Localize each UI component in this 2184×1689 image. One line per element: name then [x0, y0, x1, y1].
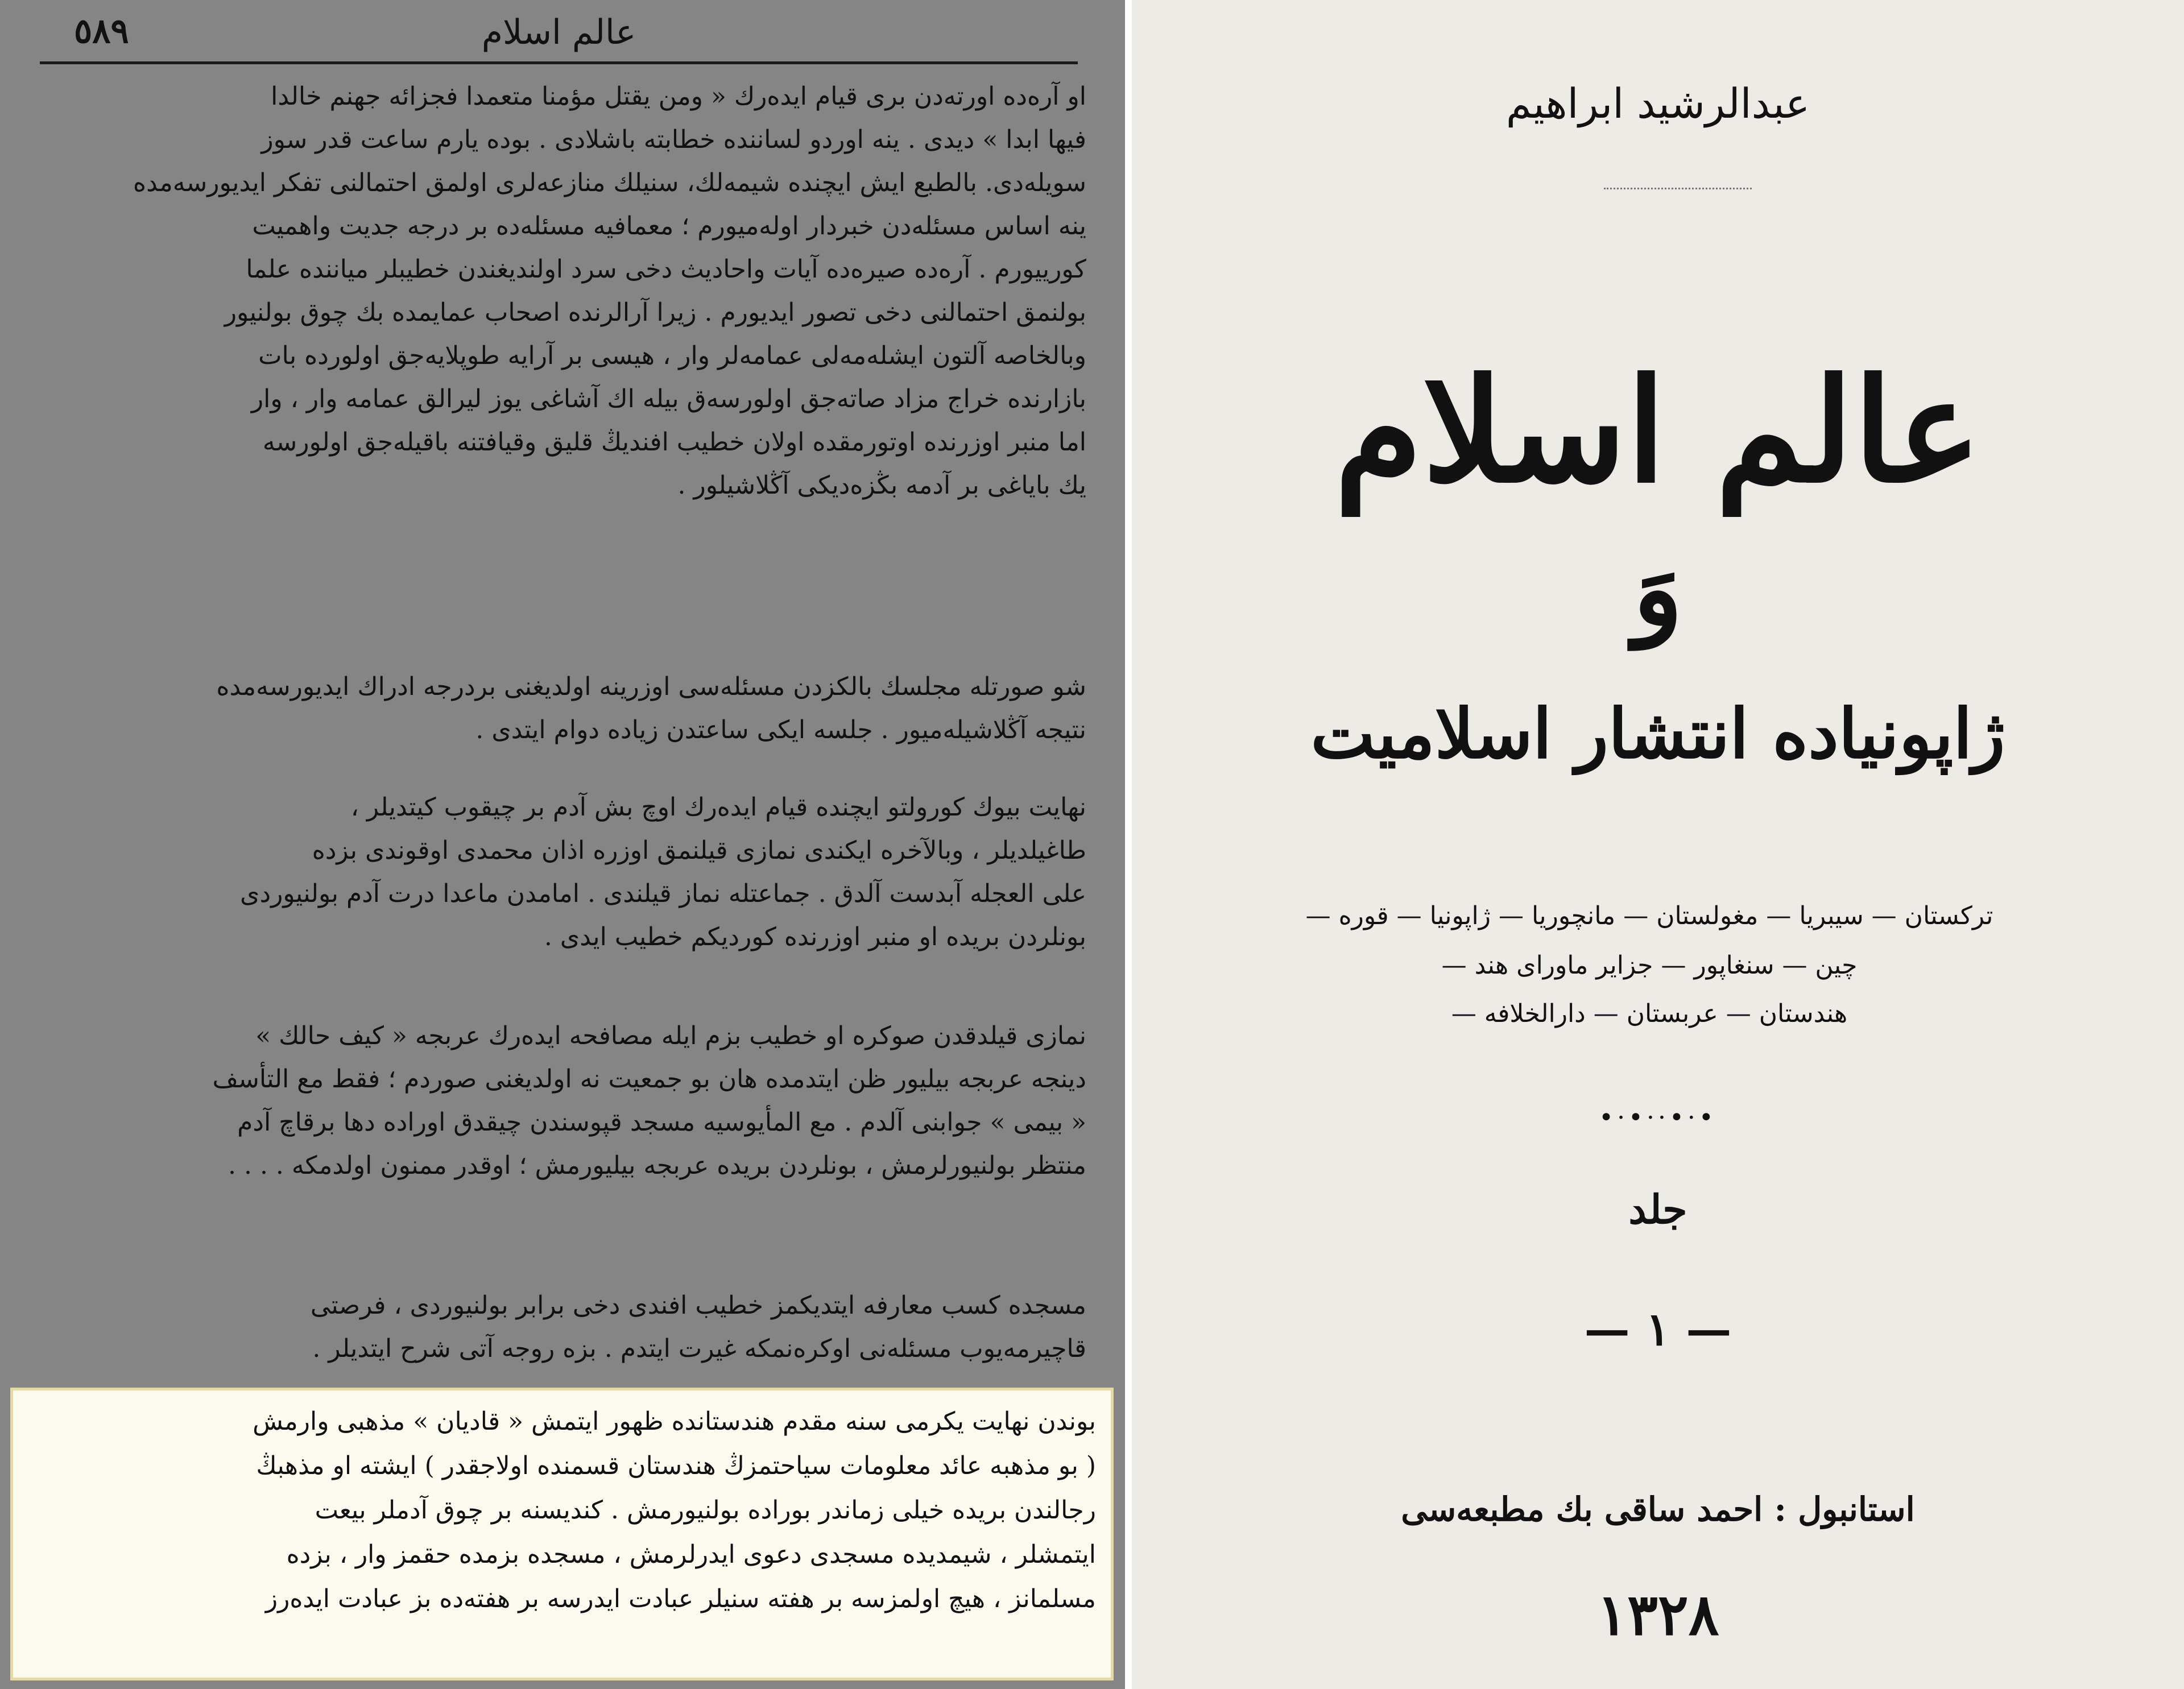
text-line: دينجه عربجه بيليور ظن ايتدمدە هان بو جمعيت نه اولديغنى صوردم ؛ فقط مع التأسف: [212, 1065, 1086, 1094]
text-line: وبالخاصه آلتون ايشلەمەلى عمامەلر وار ، هيسى بر آرايه طوپلايەجق اولوردە بات: [258, 341, 1086, 370]
regions-line: چين — سنغاپور — جزاير ماوراى هند —: [1441, 951, 1858, 980]
text-line: بونلردن بريدە او منبر اوزرندە كورديكم خطيب ايدى .: [544, 922, 1086, 951]
text-line: او آرەدە اورتەدن برى قيام ايدەرك « ومن يقتل مؤمنا متعمدا فجزائه جهنم خالدا: [271, 82, 1086, 111]
text-line: ينه اساس مسئلەدن خبردار اولەميورم ؛ معمافيه مسئلەدە بر درجه جديت واهميت: [252, 212, 1086, 241]
paragraph-3: [40, 786, 1086, 959]
paragraph-5: [40, 1284, 1086, 1371]
page-divider: [1125, 0, 1132, 1689]
paragraph-4: [40, 1015, 1086, 1187]
text-line: شو صورتله مجلسك بالكزدن مسئلەسى اوزرينه اولديغنى بردرجه ادراك ايديورسەمدە: [216, 672, 1086, 701]
page-number: ٥٨٩: [74, 11, 129, 51]
title-page: [1132, 0, 2184, 1689]
text-line: بازارندە خراج مزاد صاتەجق اولورسەق بيله اك آشاغى يوز ليرالق عمامه وار ، وار: [251, 384, 1086, 413]
text-line: مسلمانز ، هيچ اولمزسه بر هفته سنيلر عبادت ايدرسه بر هفتەدە بز عبادت ايدەرز: [265, 1584, 1096, 1613]
ornament-divider: •·•··•·•: [1599, 1103, 1717, 1132]
text-line: رجالندن بريدە خيلى زماندر بورادە بولنيورمش . كنديسنه بر چوق آدملر بيعت: [315, 1496, 1096, 1525]
text-line: بولنمق احتمالنى دخى تصور ايديورم . زيرا آرالرندە اصحاب عمايمدە بك چوق بولنيور: [224, 298, 1086, 327]
highlighted-passage: [10, 1388, 1114, 1680]
text-line: منتظر بولنيورلرمش ، بونلردن بريدە عربجه بيليورمش ؛ اوقدر ممنون اولدمكه . . . .: [228, 1151, 1086, 1180]
running-title: عالم اسلام: [481, 13, 636, 52]
text-line: قاچيرمەيوب مسئلەنى اوكرەنمكه غيرت ايتدم . بزە روجه آتى شرح ايتديلر .: [312, 1334, 1086, 1363]
text-line: ايتمشلر ، شيمديدە مسجدى دعوى ايدرلرمش ، مسجدە بزمدە حقمز وار ، بزدە: [286, 1540, 1096, 1569]
text-line: اما منبر اوزرندە اوتورمقدە اولان خطيب افنديڭ قليق وقيافتنه باقيلەجق اولورسه: [262, 428, 1086, 457]
text-line: مسجدە كسب معارفه ايتديكمز خطيب افندى دخى برابر بولنيوردى ، فرصتى: [310, 1291, 1086, 1320]
volume-label: جلد: [1628, 1186, 1687, 1233]
text-line: نتيجه آڭلاشيلەميور . جلسه ايكى ساعتدن زيادە دوام ايتدى .: [475, 715, 1086, 744]
publisher-imprint: استانبول : احمد ساقى بك مطبعەسى: [1401, 1490, 1915, 1529]
text-line: فيها ابدا » ديدى . ينه اوردو لسانندە خطابته باشلادى . بودە يارم ساعت قدر سوز: [261, 125, 1086, 154]
paragraph-1: [40, 75, 1086, 507]
text-line: على العجله آبدست آلدق . جماعتله نماز قيلندى . امامدن ماعدا درت آدم بولنيوردى: [240, 879, 1086, 908]
publication-year: ١٣٢٨: [1596, 1581, 1719, 1648]
title-conjunction: وَ: [1633, 529, 1683, 649]
text-line: طاغيلديلر ، وبالآخره ايكندى نمازى قيلنمق اوزرە اذان محمدى اوقوندى بزدە: [312, 836, 1086, 865]
page-header: [40, 5, 1078, 57]
paragraph-2: [40, 665, 1086, 752]
text-line: نمازى قيلدقدن صوكرە او خطيب بزم ايله مصافحه ايدەرك عربجه « كيف حالك »: [255, 1021, 1086, 1050]
regions-line: تركستان — سيبريا — مغولستان — مانچوريا — ژاپونيا — قورە —: [1305, 901, 1993, 930]
text-line: كورييورم . آرەدە صيرەدە آيات واحاديث دخى سرد اولنديغندن خطيبلر ميانندە علما: [246, 255, 1086, 284]
text-line: نهايت بيوك كورولتو ايچندە قيام ايدەرك اوچ بش آدم بر چيقوب كيتديلر ،: [350, 793, 1086, 822]
highlighted-paragraph: [27, 1400, 1096, 1621]
book-title: عالم اسلام: [1334, 347, 1982, 514]
header-rule: [40, 61, 1078, 64]
text-line: « بيمى » جوابنى آلدم . مع المأيوسيه مسجد قپوسندن چيقدق اورادە دها برقاچ آدم: [237, 1108, 1086, 1137]
text-line: بوندن نهايت يكرمى سنه مقدم هندستاندە ظهور ايتمش « قاديان » مذهبى وارمش: [253, 1407, 1096, 1436]
text-line: يك باياغى بر آدمه بڭزەديكى آڭلاشيلور .: [677, 471, 1086, 500]
text-line: سويلەدى. بالطبع ايش ايچندە شيمەلك، سنيلك منازعەلرى اولمق احتمالنى تفكر ايديورسەمدە: [133, 168, 1086, 197]
text-line: ( بو مذهبه عائد معلومات سياحتمزڭ هندستان قسمندە اولاجقدر ) ايشته او مذهبڭ: [256, 1451, 1096, 1480]
volume-number: — ١ —: [1584, 1302, 1732, 1356]
regions-line: هندستان — عربستان — دارالخلافه —: [1451, 999, 1848, 1028]
book-subtitle: ژاپونيادە انتشار اسلاميت: [1310, 694, 2005, 774]
dotted-rule: [1604, 188, 1752, 189]
author-name: عبدالرشيد ابراهيم: [1505, 80, 1810, 127]
